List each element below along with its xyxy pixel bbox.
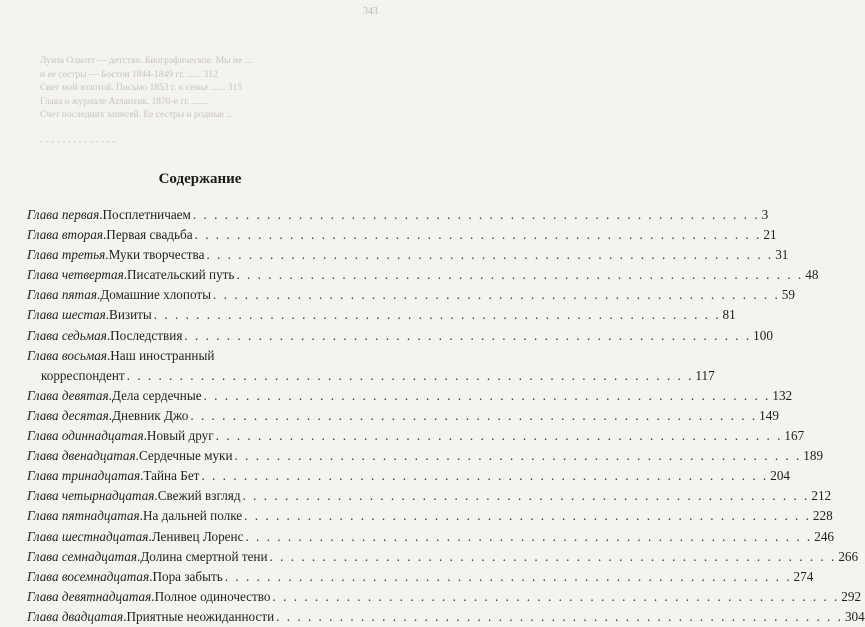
chapter-title: Муки творчества xyxy=(108,247,205,263)
toc-entry xyxy=(27,406,779,426)
chapter-label: Глава первая xyxy=(27,207,100,222)
chapter-separator: . xyxy=(106,347,111,363)
dot-leader: . . . . . . . . . . . . . . . . . . . . . . . . . . . . . . . . . . . . . . . . . . . . . . . . . . . . . . xyxy=(213,287,780,303)
chapter-separator: . xyxy=(123,608,127,624)
chapter-separator: . xyxy=(135,448,139,464)
dot-leader: . . . . . . . . . . . . . . . . . . . . . . . . . . . . . . . . . . . . . . . . . . . . . . . . . . . . . . xyxy=(203,387,771,403)
chapter-label: Глава четвертая xyxy=(27,267,124,283)
page-ref: 292 xyxy=(841,588,862,604)
dot-leader: . . . . . . . . . . . . . . . . . . . . . . . . . . . . . . . . . . . . . . . . . . . . . . . . . . . . . . xyxy=(184,327,752,343)
chapter-label: Глава шестая xyxy=(27,307,106,323)
chapter-label: Глава семнадцатая xyxy=(27,548,138,564)
chapter-separator: . xyxy=(99,207,103,222)
page-ref: 228 xyxy=(812,508,833,524)
dot-leader: . . . . . . . . . . . . . . . . . . . . . . . . . . . . . . . . . . . . . . . . . . . . . . . . . . . . . . xyxy=(215,428,783,444)
chapter-label: Глава вторая xyxy=(27,227,103,243)
page-ref: 246 xyxy=(814,528,834,544)
chapter-title: Долина смертной тени xyxy=(140,548,268,564)
chapter-title: Писательский путь xyxy=(127,267,235,283)
bleed-line: Глава о журнале Атлантик. 1870-е гг. ....... xyxy=(40,96,209,107)
chapter-title: На дальней полке xyxy=(142,508,243,524)
toc-entry xyxy=(27,245,789,265)
chapter-title: Полное одиночество xyxy=(154,588,271,604)
chapter-separator: . xyxy=(105,247,109,263)
chapter-label: Глава восемнадцатая xyxy=(27,568,150,584)
toc-entry xyxy=(27,205,769,225)
chapter-label: Глава третья xyxy=(27,247,106,263)
chapter-separator: . xyxy=(106,327,111,343)
dot-leader: . . . . . . . . . . . . . . . . . . . . . . . . . . . . . . . . . . . . . . . . . . . . . . . . . . . . . . xyxy=(276,608,843,624)
toc-entry xyxy=(27,265,819,285)
toc-entry-continuation xyxy=(27,366,715,386)
chapter-title: Пора забыть xyxy=(152,568,223,584)
dot-leader: . . . . . . . . . . . . . . . . . . . . . . . . . . . . . . . . . . . . . . . . . . . . . . . . . . . . . . xyxy=(201,468,769,484)
dot-leader: . . . . . . . . . . . . . . . . . . . . . . . . . . . . . . . . . . . . . . . . . . . . . . . . . . . . . . xyxy=(126,367,694,383)
dot-leader: . . . . . . . . . . . . . . . . . . . . . . . . . . . . . . . . . . . . . . . . . . . . . . . . . . . . . . xyxy=(236,267,804,283)
chapter-separator: . xyxy=(108,387,112,403)
chapter-label: Глава пятая xyxy=(27,287,97,303)
chapter-separator: . xyxy=(151,588,155,604)
page-ref: 117 xyxy=(695,367,715,383)
toc-title: Содержание xyxy=(158,171,242,187)
page-ref: 212 xyxy=(811,488,832,504)
page-ref: 266 xyxy=(838,548,859,564)
chapter-separator: . xyxy=(148,528,152,544)
dot-leader: . . . . . . . . . . . . . . . . . . . . . . . . . . . . . . . . . . . . . . . . . . . . . . . . . . . . . . xyxy=(269,548,837,564)
chapter-separator: . xyxy=(123,267,128,283)
bleed-line: Луиза Олкотт — детство. Биографическое. Мы не ... xyxy=(40,56,252,66)
chapter-separator: . xyxy=(137,548,141,564)
chapter-label: Глава девятая xyxy=(27,387,109,403)
toc-entry xyxy=(27,346,372,366)
chapter-label: Глава девятнадцатая xyxy=(27,588,152,604)
page-ref: 3 xyxy=(761,207,769,222)
page-ref: 59 xyxy=(781,287,795,303)
toc-entry xyxy=(27,446,824,466)
chapter-title: Новый друг xyxy=(146,428,214,444)
toc-entry xyxy=(27,225,777,245)
show-through-text xyxy=(40,55,370,150)
toc-entry xyxy=(27,305,736,325)
chapter-title: Сердечные муки xyxy=(138,448,233,464)
chapter-label: Глава десятая xyxy=(27,407,109,423)
page-ref: 274 xyxy=(793,568,814,584)
chapter-separator: . xyxy=(154,488,158,504)
chapter-label: Глава четырнадцатая xyxy=(27,488,155,504)
chapter-title: Визиты xyxy=(109,307,152,323)
chapter-separator: . xyxy=(143,428,147,444)
chapter-title: Ленивец Лоренс xyxy=(151,528,244,544)
toc-entry xyxy=(27,426,805,446)
chapter-separator: . xyxy=(103,227,107,243)
dot-leader: . . . . . . . . . . . . . . . . . . . . . . . . . . . . . . . . . . . . . . . . . . . . . . . . . . . . . . xyxy=(190,407,758,423)
chapter-title: Посплетничаем xyxy=(102,207,191,222)
page-ref: 189 xyxy=(803,448,824,464)
dot-leader: . . . . . . . . . . . . . . . . . . . . . . . . . . . . . . . . . . . . . . . . . . . . . . . . . . . . . . xyxy=(242,488,810,504)
bleed-line: Свет мой золотой. Письмо 1853 г. к семье ...... 315 xyxy=(40,83,242,93)
page-ref: 304 xyxy=(844,608,865,624)
chapter-label: Глава тринадцатая xyxy=(27,468,141,484)
bleed-line: Счет последних записей. Ее сестры и родные ... xyxy=(40,110,234,120)
dot-leader: . . . . . . . . . . . . . . . . . . . . . . . . . . . . . . . . . . . . . . . . . . . . . . . . . . . . . . xyxy=(194,227,762,243)
bleed-line: - - - - - - - - - - - - - - xyxy=(40,137,116,147)
page-ref: 132 xyxy=(772,387,793,403)
dot-leader: . . . . . . . . . . . . . . . . . . . . . . . . . . . . . . . . . . . . . . . . . . . . . . . . . . . . . . xyxy=(244,508,811,524)
bleed-line xyxy=(40,123,370,137)
page-ref: 48 xyxy=(805,267,819,283)
dot-leader: . . . . . . . . . . . . . . . . . . . . . . . . . . . . . . . . . . . . . . . . . . . . . . . . . . . . . . xyxy=(153,307,721,323)
chapter-title: Приятные неожиданности xyxy=(126,608,275,624)
toc-entry xyxy=(27,506,833,526)
chapter-separator: . xyxy=(139,508,143,524)
chapter-title: Наш иностранный xyxy=(110,347,215,363)
chapter-title: Последствия xyxy=(110,327,183,343)
dot-leader: . . . . . . . . . . . . . . . . . . . . . . . . . . . . . . . . . . . . . . . . . . . . . . . . . . . . . . xyxy=(224,568,792,584)
chapter-label: Глава шестнадцатая xyxy=(27,528,149,544)
chapter-label: Глава одиннадцатая xyxy=(27,428,144,444)
chapter-title-continuation: корреспондент xyxy=(41,367,125,383)
dot-leader: . . . . . . . . . . . . . . . . . . . . . . . . . . . . . . . . . . . . . . . . . . . . . . . . . . . . . . xyxy=(192,207,760,222)
dot-leader: . . . . . . . . . . . . . . . . . . . . . . . . . . . . . . . . . . . . . . . . . . . . . . . . . . . . . . xyxy=(272,588,840,604)
dot-leader: . . . . . . . . . . . . . . . . . . . . . . . . . . . . . . . . . . . . . . . . . . . . . . . . . . . . . . xyxy=(206,247,774,263)
page-ref: 100 xyxy=(753,327,773,343)
chapter-title: Дневник Джо xyxy=(112,407,189,423)
toc-entry xyxy=(27,285,795,305)
chapter-label: Глава пятнадцатая xyxy=(27,508,140,524)
toc-entry xyxy=(27,587,862,607)
chapter-title: Свежий взгляд xyxy=(157,488,241,504)
toc-entry xyxy=(27,527,834,547)
chapter-label: Глава двадцатая xyxy=(27,608,124,624)
chapter-label: Глава двенадцатая xyxy=(27,448,136,464)
chapter-label: Глава восьмая xyxy=(27,347,107,363)
chapter-separator: . xyxy=(105,307,110,323)
chapter-separator: . xyxy=(149,568,153,584)
chapter-label: Глава седьмая xyxy=(27,327,107,343)
dot-leader: . . . . . . . . . . . . . . . . . . . . . . . . . . . . . . . . . . . . . . . . . . . . . . . . . . . . . . xyxy=(234,448,802,464)
chapter-separator: . xyxy=(96,287,101,303)
chapter-title: Домашние хлопоты xyxy=(100,287,212,303)
chapter-separator: . xyxy=(108,407,113,423)
bleed-line: и ее сестры — Бостон 1844-1849 гг. ...... 312 xyxy=(40,69,218,80)
dot-leader: . . . . . . . . . . . . . . . . . . . . . . . . . . . . . . . . . . . . . . . . . . . . . . . . . . . . . . xyxy=(245,528,813,544)
page-ref: 204 xyxy=(770,468,790,484)
toc-entry xyxy=(27,567,814,587)
toc-entry xyxy=(27,607,865,627)
toc-entry xyxy=(27,386,793,406)
page-ref: 149 xyxy=(759,407,779,423)
page-ref: 81 xyxy=(722,307,736,323)
toc-entry xyxy=(27,466,790,486)
toc-entry xyxy=(27,486,832,506)
table-of-contents xyxy=(27,205,865,627)
toc-entry xyxy=(27,326,773,346)
page-ref: 167 xyxy=(784,428,805,444)
chapter-title: Дела сердечные xyxy=(111,387,202,403)
chapter-title: Тайна Бет xyxy=(143,468,200,484)
page-ref: 21 xyxy=(763,227,777,243)
page-ref: 31 xyxy=(775,247,789,263)
chapter-title: Первая свадьба xyxy=(106,227,193,243)
toc-entry xyxy=(27,547,859,567)
chapter-separator: . xyxy=(140,468,144,484)
page-number: 343 xyxy=(363,6,378,17)
